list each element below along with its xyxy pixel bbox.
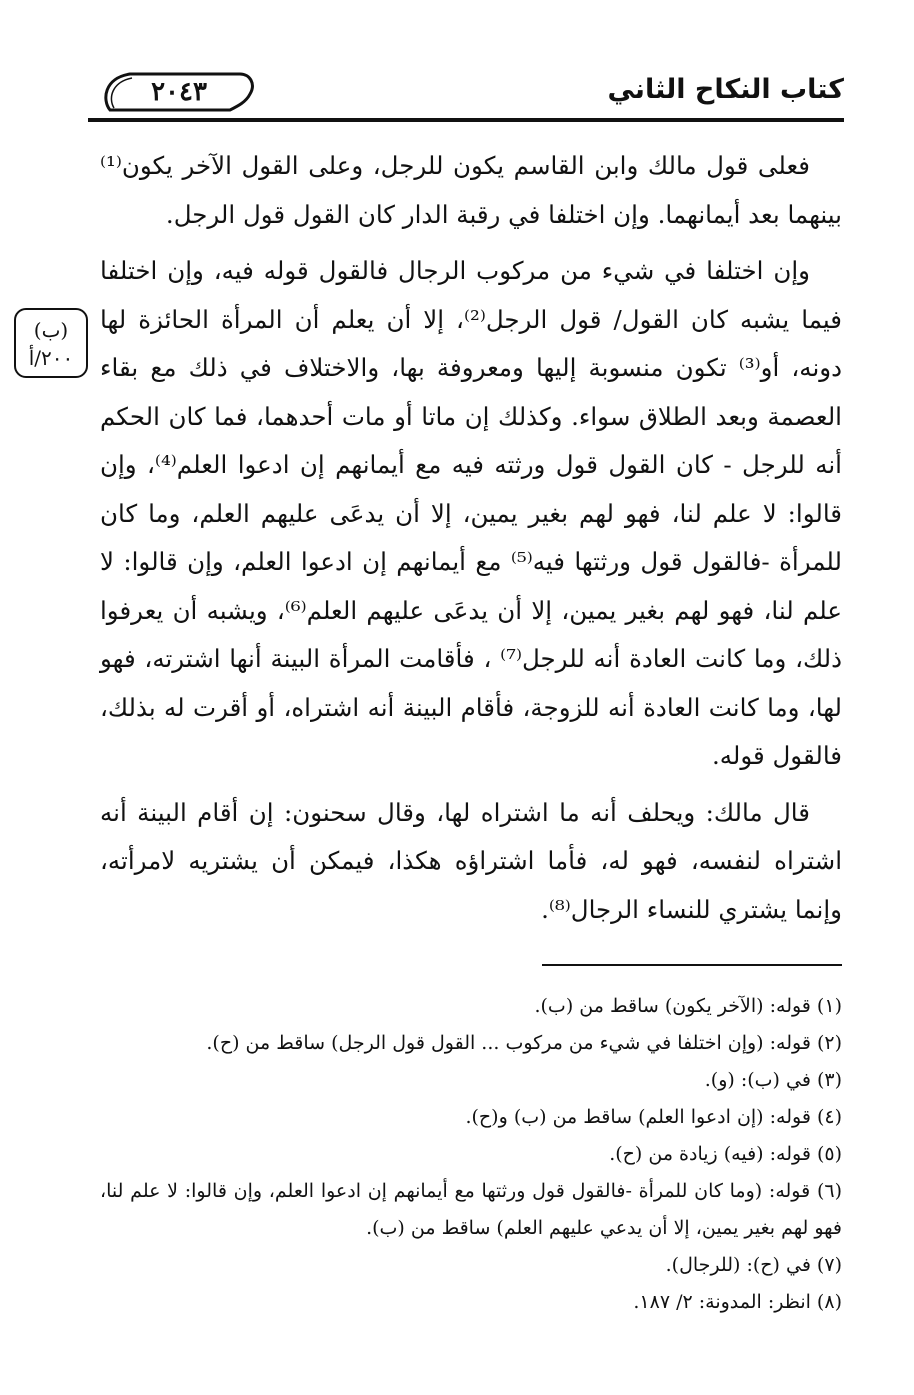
footnote: (٧) في (ح): (للرجال). — [665, 1254, 842, 1276]
manuscript-margin-note — [14, 308, 88, 378]
footnotes — [100, 988, 842, 1321]
footnote: (١) قوله: (الآخر يكون) ساقط من (ب). — [534, 995, 842, 1017]
book-title: كتاب النكاح الثاني — [607, 74, 844, 105]
footnote: (٣) في (ب): (و). — [704, 1069, 842, 1091]
footnote: (٤) قوله: (إن ادعوا العلم) ساقط من (ب) و(ح). — [465, 1106, 842, 1128]
page-header — [88, 52, 844, 122]
paragraph: فعلى قول مالك وابن القاسم يكون للرجل، وعلى القول الآخر يكون⁽¹⁾ بينهما بعد أيمانهما. وإن اختلفا في رقبة الدار كان القول قول الرجل. — [100, 151, 842, 229]
paragraph: وإن اختلفا في شيء من مركوب الرجال فالقول قوله فيه، وإن اختلفا فيما يشبه كان القول/ قول الرجل⁽²⁾، إلا أن يعلم أن المرأة الحائزة لها دونه، أو⁽³⁾ تكون منسوبة إليها ومعروفة بها، والاختلاف في ذلك مع بقاء العصمة وبعد الطلاق سواء. وكذلك إن ماتا أو مات أحدهما، فما كان الحكم أنه للرجل - كان القول قول ورثته فيه مع أيمانهم إن ادعوا العلم⁽⁴⁾، وإن قالوا: لا علم لنا، فهو لهم بغير يمين، إلا أن يدعَى عليهم العلم، وما كان للمرأة -فالقول قول ورثتها فيه⁽⁵⁾ مع أيمانهم إن ادعوا العلم، وإن قالوا: لا علم لنا، فهو لهم بغير يمين، إلا أن يدعَى عليهم العلم⁽⁶⁾، ويشبه أن يعرفوا ذلك، وما كانت العادة أنه للرجل⁽⁷⁾ ، فأقامت المرأة البينة أنها اشترته، فهو لها، وما كانت العادة أنه للزوجة، فأقام البينة أنه اشتراه، أو أقرت له بذلك، فالقول قوله. — [100, 256, 843, 770]
footnote: (٦) قوله: (وما كان للمرأة -فالقول قول ورثتها مع أيمانهم إن ادعوا العلم، وإن قالوا: لا علم لنا، فهو لهم بغير يمين، إلا أن يدعي عليهم العلم) ساقط من (ب). — [100, 1180, 842, 1239]
paragraph: قال مالك: ويحلف أنه ما اشتراه لها، وقال سحنون: إن أقام البينة أنه اشتراه لنفسه، فهو له، فأما اشتراؤه هكذا، فيمكن أن يشتريه لامرأته، وإنما يشتري للنساء الرجال⁽⁸⁾. — [100, 797, 842, 924]
page-number-frame — [100, 70, 258, 114]
footnote-separator — [542, 964, 842, 966]
main-text — [100, 142, 842, 942]
margin-note-line-2: ٢٠٠/أ — [28, 346, 74, 370]
page-number: ٢٠٤٣ — [151, 77, 207, 107]
footnote: (٢) قوله: (وإن اختلفا في شيء من مركوب ... القول قول الرجل) ساقط من (ح). — [206, 1032, 842, 1054]
footnote: (٨) انظر: المدونة: ٢/ ١٨٧. — [633, 1291, 842, 1313]
header-rule — [88, 118, 844, 122]
footnote: (٥) قوله: (فيه) زيادة من (ح). — [609, 1143, 842, 1165]
margin-note-line-1: (ب) — [33, 318, 69, 342]
